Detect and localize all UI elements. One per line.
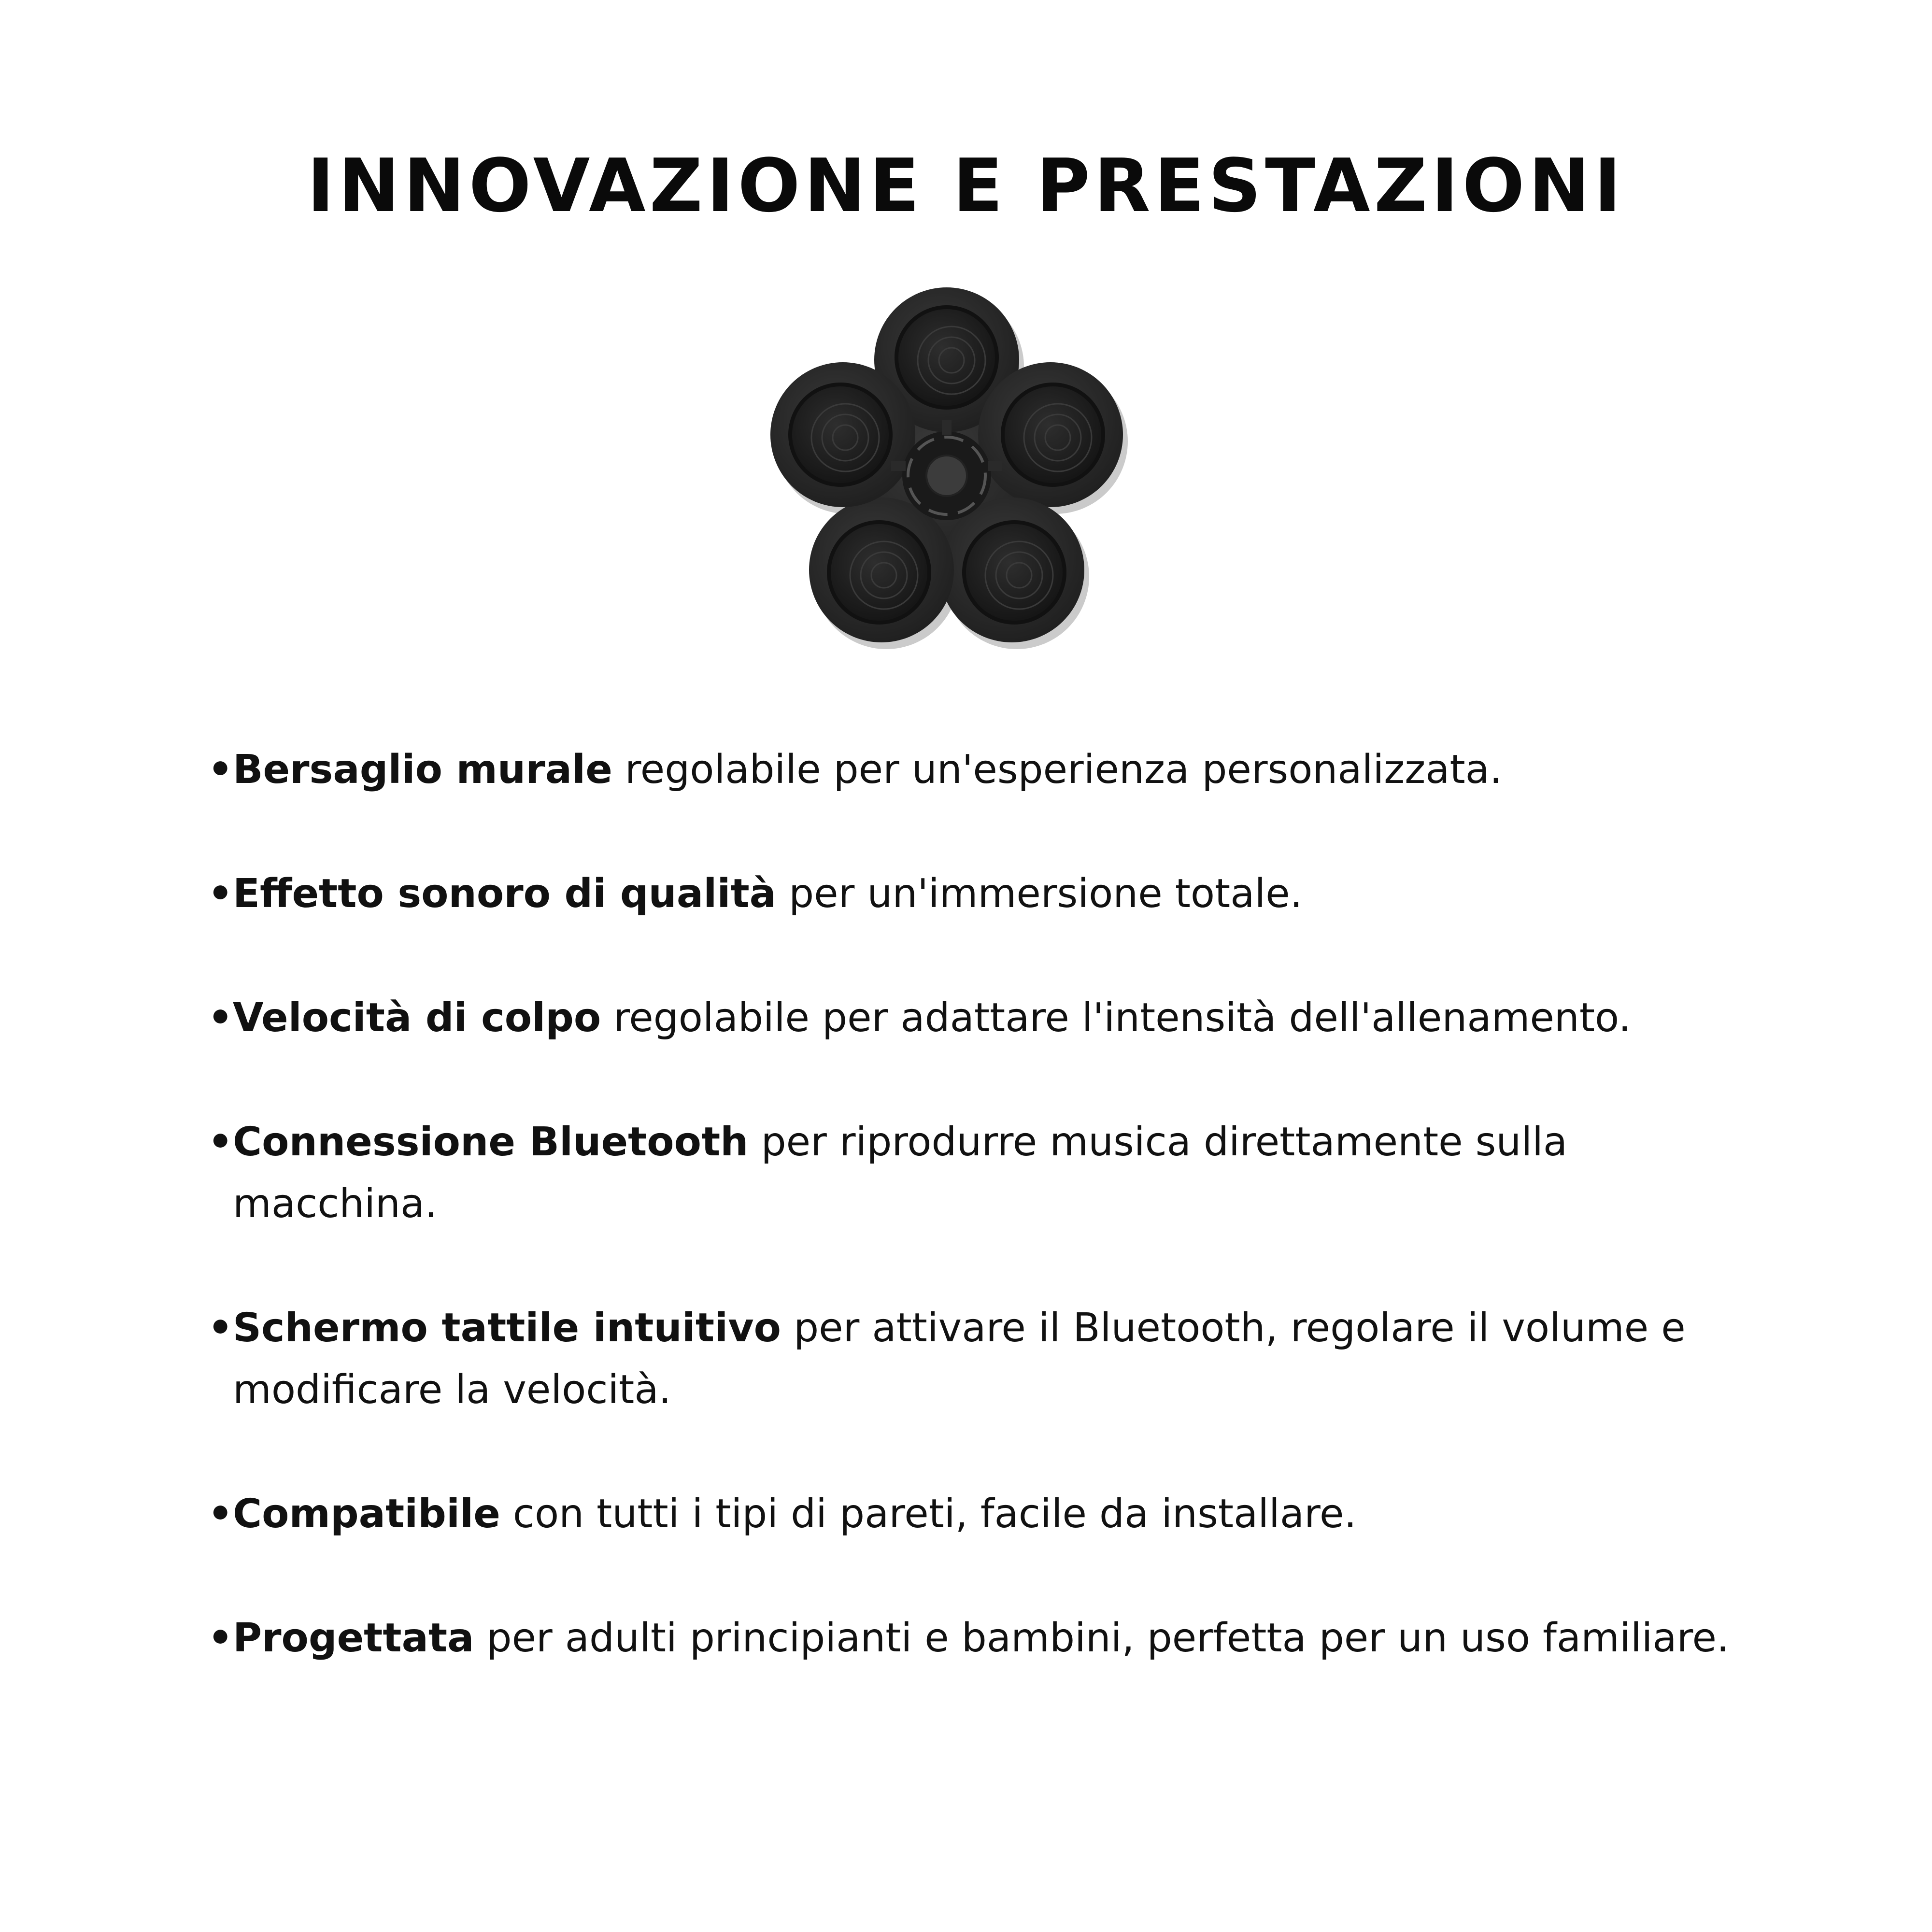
target-pad [1001, 383, 1105, 487]
feature-item [208, 863, 1753, 925]
feature-highlight: Connessione Bluetooth [233, 1119, 749, 1165]
feature-text: regolabile per adattare l'intensità dell'allenamento. [601, 995, 1631, 1041]
feature-text: per un'immersione totale. [776, 871, 1303, 917]
feature-highlight: Compatibile [233, 1491, 500, 1537]
target-pad [962, 520, 1066, 625]
bullet: • [208, 1615, 233, 1661]
target-pad [895, 305, 999, 410]
feature-item [208, 987, 1753, 1049]
bullet: • [208, 871, 233, 917]
bullet: • [208, 995, 233, 1041]
feature-text: per adulti principianti e bambini, perfetta per un uso familiare. [474, 1615, 1730, 1661]
feature-highlight: Velocità di colpo [233, 995, 601, 1041]
target-pad [788, 383, 893, 487]
feature-item [208, 1483, 1753, 1545]
feature-highlight: Effetto sonoro di qualità [233, 871, 777, 917]
feature-item [208, 1111, 1753, 1235]
feature-highlight: Progettata [233, 1615, 474, 1661]
boxing-target-icon [744, 270, 1150, 667]
feature-item [208, 1607, 1753, 1669]
bullet: • [208, 747, 233, 793]
feature-item [208, 1297, 1753, 1421]
feature-highlight: Bersaglio murale [233, 747, 612, 793]
feature-text: per attivare il Bluetooth, regolare il volume e modificare la velocità. [233, 1305, 1686, 1413]
feature-text: regolabile per un'esperienza personalizzata. [612, 747, 1503, 793]
page-title: INNOVAZIONE E PRESTAZIONI [307, 143, 1625, 228]
target-pad [827, 520, 931, 625]
feature-text: con tutti i tipi di pareti, facile da installare. [500, 1491, 1357, 1537]
boxing-target-image [744, 270, 1150, 667]
feature-list [208, 739, 1753, 1732]
feature-item [208, 739, 1753, 801]
bullet: • [208, 1491, 233, 1537]
feature-text: per riprodurre musica direttamente sulla macchina. [233, 1119, 1568, 1227]
bullet: • [208, 1119, 233, 1165]
bullet: • [208, 1305, 233, 1351]
feature-highlight: Schermo tattile intuitivo [233, 1305, 781, 1351]
